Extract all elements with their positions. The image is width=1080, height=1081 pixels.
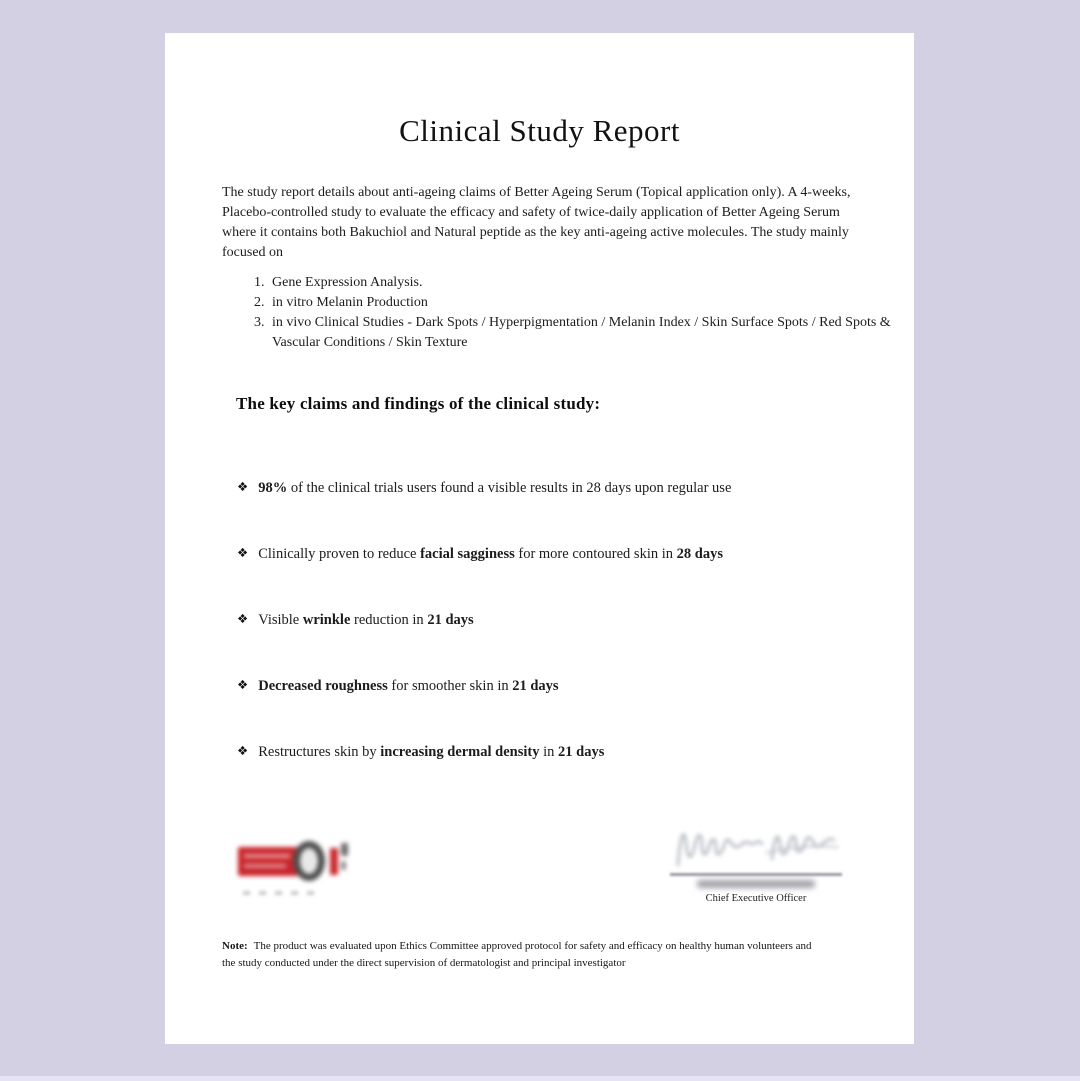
claim-text: Decreased roughness for smoother skin in 21 days <box>258 678 559 694</box>
claim-item <box>237 741 883 763</box>
logo-subtext-blurred <box>243 891 323 895</box>
logo-red-block <box>238 847 298 876</box>
signature-block <box>651 817 861 904</box>
claim-item <box>237 477 883 499</box>
claim-text: Visible wrinkle reduction in 21 days <box>258 612 474 628</box>
footnote-label: Note: <box>222 940 248 952</box>
logo-red-tail <box>330 848 338 875</box>
logo-small-mark <box>341 843 348 856</box>
focus-list-item: 2. in vitro Melanin Production <box>268 293 904 313</box>
claims-heading: The key claims and findings of the clinical study: <box>236 394 601 413</box>
focus-list-item: 1. Gene Expression Analysis. <box>268 273 904 293</box>
diamond-bullet-icon: ❖ <box>237 677 249 692</box>
signature-scribble-icon <box>666 817 846 879</box>
document-title: Clinical Study Report <box>399 113 680 148</box>
signature-line <box>670 873 842 876</box>
claim-text: 98% of the clinical trials users found a visible results in 28 days upon regular use <box>258 480 732 496</box>
claim-item <box>237 675 883 697</box>
diamond-bullet-icon: ❖ <box>237 479 249 494</box>
logo-seal-icon <box>293 841 325 881</box>
bottom-edge-strip <box>0 1076 1080 1081</box>
footnote-text: The product was evaluated upon Ethics Committee approved protocol for safety and efficacy on healthy human volunteers and the study conducted under the direct supervision of dermatologist and principal investigator <box>222 940 812 969</box>
claim-item <box>237 609 883 631</box>
signatory-name-blurred <box>697 880 815 888</box>
focus-list-item: 3. in vivo Clinical Studies - Dark Spots / Hyperpigmentation / Melanin Index / Skin Surface Spots / Red Spots & Vascular Conditions / Skin Texture <box>268 313 904 353</box>
focus-list <box>222 273 904 353</box>
claims-list <box>237 477 883 807</box>
claim-text: Restructures skin by increasing dermal density in 21 days <box>258 744 605 760</box>
document-page <box>165 33 914 1044</box>
diamond-bullet-icon: ❖ <box>237 611 249 626</box>
company-logo <box>235 839 355 889</box>
footnote <box>222 938 822 971</box>
claim-text: Clinically proven to reduce facial sagginess for more contoured skin in 28 days <box>258 546 723 562</box>
signatory-title: Chief Executive Officer <box>705 892 807 904</box>
diamond-bullet-icon: ❖ <box>237 545 249 560</box>
claim-item <box>237 543 883 565</box>
logo-small-mark-2 <box>341 861 346 870</box>
diamond-bullet-icon: ❖ <box>237 743 249 758</box>
intro-paragraph: The study report details about anti-ageing claims of Better Ageing Serum (Topical application only). A 4-weeks, Placebo-controlled study to evaluate the efficacy and safety of twice-daily application of Better Ageing Serum where it contains both Bakuchiol and Natural peptide as the key anti-ageing active molecules. The study mainly focused on <box>222 185 851 260</box>
